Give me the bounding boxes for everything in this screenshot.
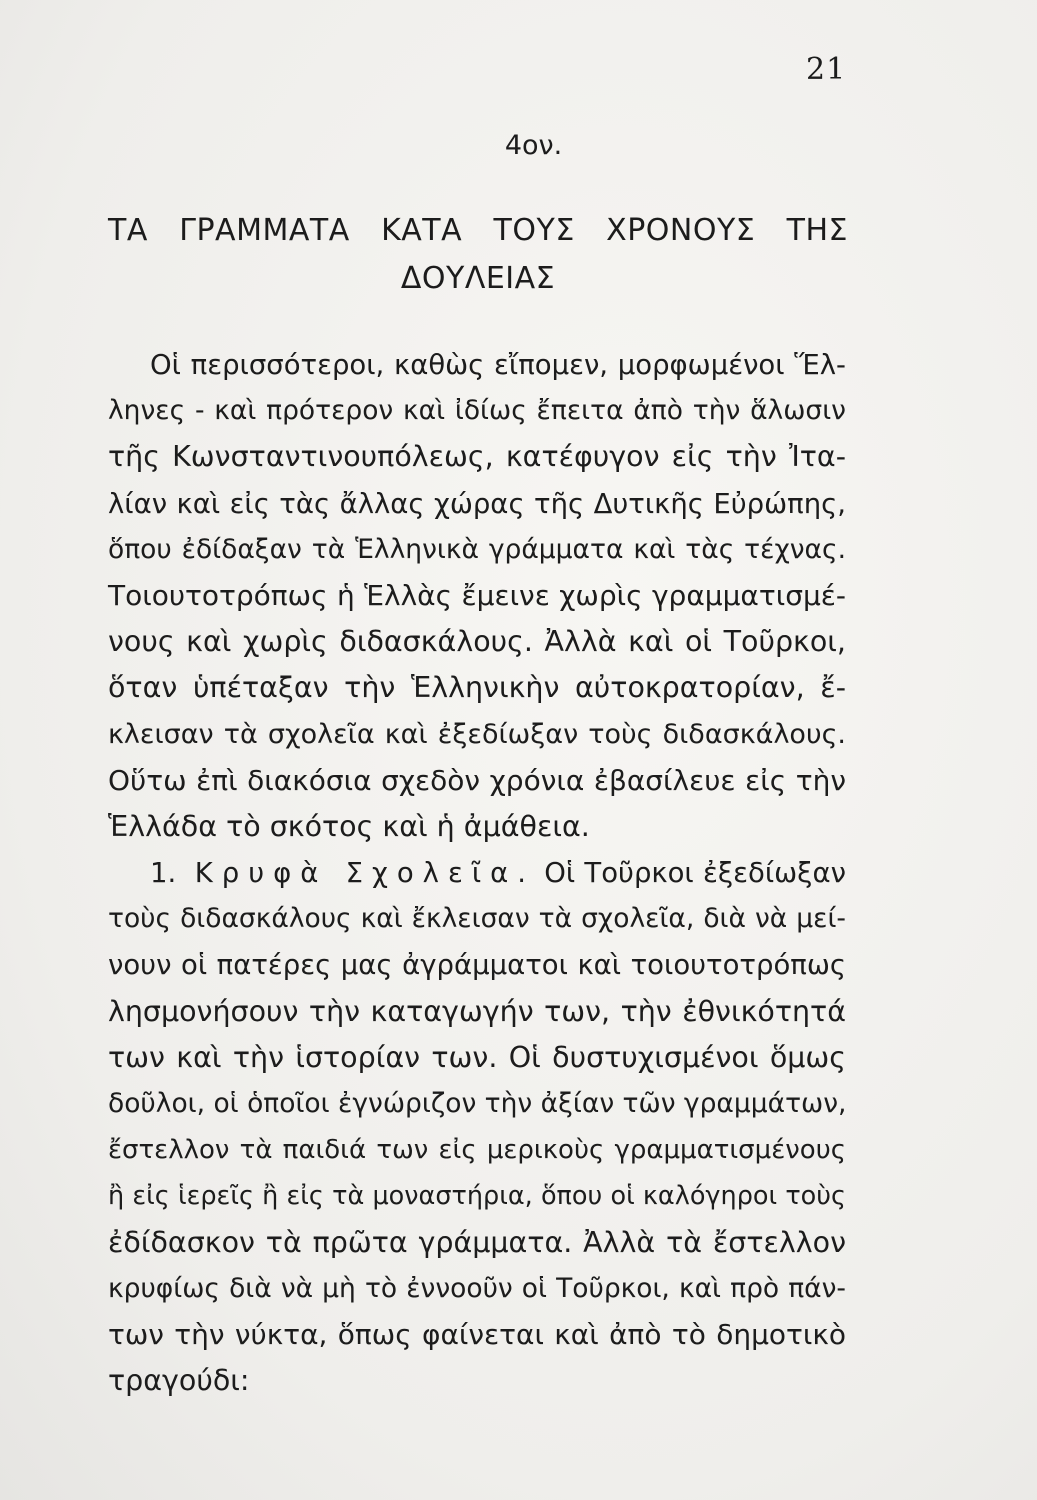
section-heading: Κρυφὰ Σχολεῖα. [194, 857, 535, 890]
paragraph-1-line: τῆς Κωνσταντινουπόλεως, κατέφυγον εἰς τὴν Ἰτα- [108, 440, 846, 474]
paragraph-1-line: νους καὶ χωρὶς διδασκάλους. Ἀλλὰ καὶ οἱ Τοῦρκοι, [108, 625, 846, 659]
paragraph-2-line: των καὶ τὴν ἱστορίαν των. Οἱ δυστυχισμένοι ὅμως [108, 1040, 846, 1074]
paragraph-2-line: τοὺς διδασκάλους καὶ ἔκλεισαν τὰ σχολεῖα, διὰ νὰ μεί- [108, 903, 846, 935]
paragraph-1-line: κλεισαν τὰ σχολεῖα καὶ ἐξεδίωξαν τοὺς διδασκάλους. [108, 718, 846, 750]
chapter-title-line-1: ΤΑ ΓΡΑΜΜΑΤΑ ΚΑΤΑ ΤΟΥΣ ΧΡΟΝΟΥΣ ΤΗΣ [108, 213, 848, 248]
paragraph-2-first-line-text: Οἱ Τοῦρκοι ἐξεδίωξαν [544, 857, 847, 890]
section-number: 1. [150, 857, 177, 890]
paragraph-1-line: Τοιουτοτρόπως ἡ Ἑλλὰς ἔμεινε χωρὶς γραμματισμέ- [108, 578, 846, 612]
paragraph-2-line: τραγούδι: [108, 1364, 250, 1398]
paragraph-2-line: ἔστελλον τὰ παιδιά των εἰς μερικοὺς γραμματισμένους [108, 1135, 846, 1166]
paragraph-2-first-line [108, 850, 846, 896]
paragraph-2-line: λησμονήσουν τὴν καταγωγήν των, τὴν ἐθνικότητά [108, 994, 846, 1028]
paragraph-2-line: κρυφίως διὰ νὰ μὴ τὸ ἐννοοῦν οἱ Τοῦρκοι, καὶ πρὸ πάν- [108, 1272, 846, 1304]
paragraph-2-line: των τὴν νύκτα, ὅπως φαίνεται καὶ ἀπὸ τὸ δημοτικὸ [108, 1317, 846, 1351]
paragraph-2-line: ἐδίδασκον τὰ πρῶτα γράμματα. Ἀλλὰ τὰ ἔστελλον [108, 1225, 846, 1259]
body-text [108, 342, 846, 1404]
paragraph-2-line: δοῦλοι, οἱ ὁποῖοι ἐγνώριζον τὴν ἀξίαν τῶν γραμμάτων, [108, 1088, 847, 1119]
paragraph-1-line: λίαν καὶ εἰς τὰς ἄλλας χώρας τῆς Δυτικῆς Εὐρώπης, [108, 487, 846, 520]
chapter-number: 4ον. [504, 130, 563, 161]
paragraph-1-line: Οἱ περισσότεροι, καθὼς εἴπομεν, μορφωμένοι Ἕλ- [150, 349, 846, 381]
paragraph-2-line: ἢ εἰς ἱερεῖς ἢ εἰς τὰ μοναστήρια, ὅπου οἱ καλόγηροι τοὺς [108, 1181, 846, 1212]
chapter-title-line-2: ΔΟΥΛΕΙΑΣ [400, 261, 556, 296]
paragraph-2-line: νουν οἱ πατέρες μας ἀγράμματοι καὶ τοιουτοτρόπως [108, 949, 846, 982]
paragraph-1-line: Ἑλλάδα τὸ σκότος καὶ ἡ ἀμάθεια. [108, 809, 590, 843]
page-number: 21 [806, 52, 847, 87]
paragraph-1-line: Οὕτω ἐπὶ διακόσια σχεδὸν χρόνια ἐβασίλευε εἰς τὴν [108, 763, 846, 797]
paragraph-1-line: ὅταν ὑπέταξαν τὴν Ἑλληνικὴν αὐτοκρατορίαν, ἔ- [108, 671, 846, 705]
paragraph-1-line: ληνες - καὶ πρότερον καὶ ἰδίως ἔπειτα ἀπὸ τὴν ἅλωσιν [108, 395, 846, 427]
chapter-title [108, 207, 848, 303]
paragraph-1-line: ὅπου ἐδίδαξαν τὰ Ἑλληνικὰ γράμματα καὶ τὰς τέχνας. [108, 533, 846, 565]
